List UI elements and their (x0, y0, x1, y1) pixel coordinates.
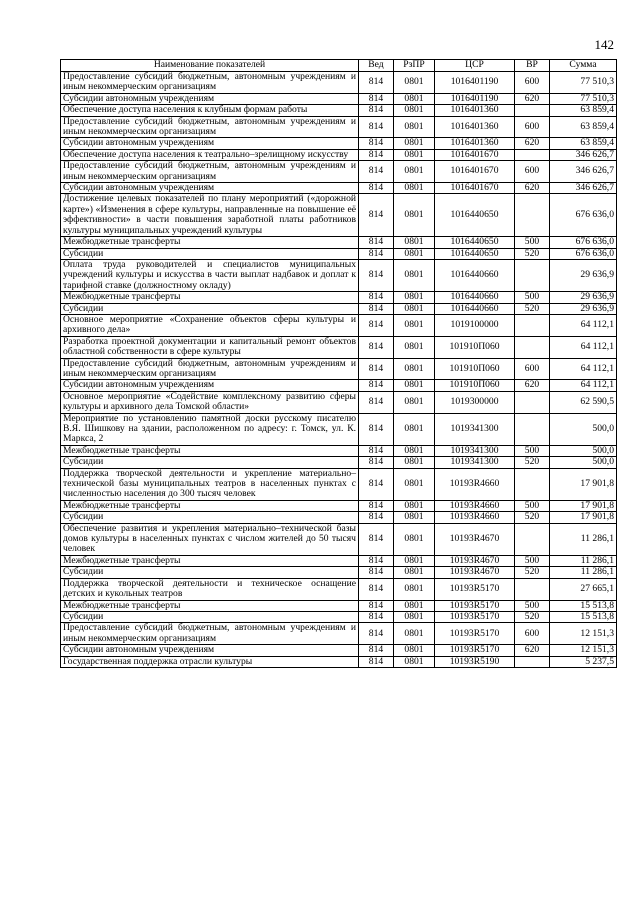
row-rzpr: 0801 (394, 259, 435, 291)
row-vr: 600 (515, 358, 550, 380)
row-sum: 346 626,7 (550, 149, 617, 160)
row-name: Субсидии (61, 248, 359, 259)
row-vr: 600 (515, 72, 550, 94)
table-row (61, 105, 617, 116)
row-rzpr: 0801 (394, 72, 435, 94)
row-vr (515, 105, 550, 116)
row-csr: 1019341300 (435, 445, 515, 456)
row-ved: 814 (359, 303, 394, 314)
row-rzpr: 0801 (394, 194, 435, 237)
row-vr (515, 314, 550, 336)
row-name: Субсидии (61, 457, 359, 468)
row-rzpr: 0801 (394, 567, 435, 578)
row-csr: 10193R5170 (435, 611, 515, 622)
row-vr: 520 (515, 512, 550, 523)
row-sum: 17 901,8 (550, 512, 617, 523)
table-header (61, 60, 617, 72)
row-rzpr: 0801 (394, 512, 435, 523)
row-vr: 620 (515, 645, 550, 656)
row-name: Межбюджетные трансферты (61, 500, 359, 511)
table-row (61, 623, 617, 645)
table-row (61, 149, 617, 160)
row-vr: 620 (515, 93, 550, 104)
header-row (61, 60, 617, 72)
row-vr: 500 (515, 237, 550, 248)
row-sum: 12 151,3 (550, 645, 617, 656)
row-sum: 17 901,8 (550, 500, 617, 511)
row-sum: 27 665,1 (550, 578, 617, 600)
row-rzpr: 0801 (394, 292, 435, 303)
row-vr: 500 (515, 292, 550, 303)
row-csr: 10193R5190 (435, 656, 515, 667)
table-row (61, 314, 617, 336)
row-sum: 500,0 (550, 457, 617, 468)
table-row (61, 555, 617, 566)
row-ved: 814 (359, 600, 394, 611)
row-ved: 814 (359, 248, 394, 259)
row-ved: 814 (359, 138, 394, 149)
row-rzpr: 0801 (394, 237, 435, 248)
row-ved: 814 (359, 358, 394, 380)
row-vr: 520 (515, 567, 550, 578)
row-sum: 676 636,0 (550, 237, 617, 248)
row-csr: 10193R5170 (435, 600, 515, 611)
row-csr: 10193R4660 (435, 500, 515, 511)
row-vr (515, 523, 550, 555)
row-name: Субсидии (61, 512, 359, 523)
header-name: Наименование показателей (61, 60, 359, 72)
row-rzpr: 0801 (394, 183, 435, 194)
page-number: 142 (594, 37, 614, 52)
row-ved: 814 (359, 656, 394, 667)
table-body (61, 72, 617, 668)
row-csr: 10193R4670 (435, 523, 515, 555)
table-row (61, 611, 617, 622)
row-sum: 500,0 (550, 413, 617, 445)
row-rzpr: 0801 (394, 656, 435, 667)
row-rzpr: 0801 (394, 314, 435, 336)
row-name: Межбюджетные трансферты (61, 445, 359, 456)
row-name: Субсидии (61, 611, 359, 622)
table-row (61, 656, 617, 667)
table-row (61, 183, 617, 194)
row-rzpr: 0801 (394, 578, 435, 600)
row-ved: 814 (359, 468, 394, 500)
row-vr: 620 (515, 380, 550, 391)
row-csr: 101910П060 (435, 336, 515, 358)
row-csr: 101910П060 (435, 380, 515, 391)
row-csr: 1016401360 (435, 105, 515, 116)
row-csr: 10193R5170 (435, 578, 515, 600)
row-csr: 1016440650 (435, 237, 515, 248)
row-name: Обеспечение развития и укрепления материально–технической базы домов культуры в населенных пунктах с числом жителей до 50 тысяч человек (61, 523, 359, 555)
row-ved: 814 (359, 161, 394, 183)
row-csr: 1016440660 (435, 303, 515, 314)
row-rzpr: 0801 (394, 391, 435, 413)
row-name: Межбюджетные трансферты (61, 292, 359, 303)
row-sum: 77 510,3 (550, 93, 617, 104)
table-row (61, 358, 617, 380)
row-vr (515, 578, 550, 600)
row-name: Субсидии автономным учреждениям (61, 183, 359, 194)
table-row (61, 303, 617, 314)
row-sum: 17 901,8 (550, 468, 617, 500)
row-sum: 77 510,3 (550, 72, 617, 94)
row-name: Предоставление субсидий бюджетным, автономным учреждениям и иным некоммерческим организациям (61, 358, 359, 380)
row-rzpr: 0801 (394, 645, 435, 656)
header-sum: Сумма (550, 60, 617, 72)
row-vr (515, 413, 550, 445)
row-sum: 29 636,9 (550, 259, 617, 291)
row-vr: 520 (515, 457, 550, 468)
row-vr: 520 (515, 303, 550, 314)
row-vr (515, 149, 550, 160)
row-vr: 500 (515, 445, 550, 456)
row-ved: 814 (359, 336, 394, 358)
row-name: Мероприятие по установлению памятной доски русскому писателю В.Я. Шишкову на здании, расположенном по адресу: г. Томск, ул. К. Маркса, 2 (61, 413, 359, 445)
row-sum: 63 859,4 (550, 105, 617, 116)
table-row (61, 116, 617, 138)
row-sum: 62 590,5 (550, 391, 617, 413)
row-vr: 600 (515, 623, 550, 645)
row-rzpr: 0801 (394, 600, 435, 611)
row-sum: 64 112,1 (550, 336, 617, 358)
header-csr: ЦСР (435, 60, 515, 72)
row-csr: 10193R4660 (435, 468, 515, 500)
row-vr: 600 (515, 116, 550, 138)
table-row (61, 248, 617, 259)
table-row (61, 237, 617, 248)
row-sum: 15 513,8 (550, 611, 617, 622)
row-name: Предоставление субсидий бюджетным, автономным учреждениям и иным некоммерческим организациям (61, 161, 359, 183)
row-ved: 814 (359, 116, 394, 138)
row-vr: 500 (515, 600, 550, 611)
row-rzpr: 0801 (394, 468, 435, 500)
budget-table (60, 59, 617, 668)
row-csr: 1019300000 (435, 391, 515, 413)
row-csr: 1016401670 (435, 183, 515, 194)
row-sum: 15 513,8 (550, 600, 617, 611)
row-name: Субсидии (61, 303, 359, 314)
row-ved: 814 (359, 72, 394, 94)
table-row (61, 567, 617, 578)
row-sum: 676 636,0 (550, 248, 617, 259)
table-row (61, 523, 617, 555)
row-ved: 814 (359, 512, 394, 523)
row-csr: 1016401360 (435, 138, 515, 149)
row-vr: 500 (515, 500, 550, 511)
row-name: Предоставление субсидий бюджетным, автономным учреждениям и иным некоммерческим организациям (61, 623, 359, 645)
row-csr: 1016401190 (435, 72, 515, 94)
row-name: Межбюджетные трансферты (61, 555, 359, 566)
row-rzpr: 0801 (394, 138, 435, 149)
row-vr (515, 468, 550, 500)
table-row (61, 380, 617, 391)
row-csr: 1016440650 (435, 248, 515, 259)
row-vr (515, 391, 550, 413)
row-name: Поддержка творческой деятельности и укрепление материально–технической базы муниципальных театров в населенных пунктах с численностью населения до 300 тысяч человек (61, 468, 359, 500)
table-row (61, 468, 617, 500)
row-csr: 1019100000 (435, 314, 515, 336)
row-ved: 814 (359, 555, 394, 566)
table-row (61, 391, 617, 413)
table-row (61, 512, 617, 523)
row-vr (515, 194, 550, 237)
table-row (61, 194, 617, 237)
table-row (61, 93, 617, 104)
row-rzpr: 0801 (394, 105, 435, 116)
row-name: Достижение целевых показателей по плану мероприятий («дорожной карте») «Изменения в сфере культуры, направленные на повышение её эффективности» в части повышения заработной платы работников культуры муниципальных учреждений культуры (61, 194, 359, 237)
row-rzpr: 0801 (394, 303, 435, 314)
row-ved: 814 (359, 237, 394, 248)
table-row (61, 578, 617, 600)
row-ved: 814 (359, 413, 394, 445)
row-rzpr: 0801 (394, 611, 435, 622)
row-ved: 814 (359, 523, 394, 555)
table-row (61, 161, 617, 183)
row-name: Обеспечение доступа населения к клубным формам работы (61, 105, 359, 116)
row-ved: 814 (359, 105, 394, 116)
row-sum: 11 286,1 (550, 567, 617, 578)
row-name: Субсидии (61, 567, 359, 578)
row-csr: 1016401670 (435, 161, 515, 183)
row-sum: 12 151,3 (550, 623, 617, 645)
row-name: Разработка проектной документации и капитальный ремонт объектов областной собственности в сфере культуры (61, 336, 359, 358)
row-rzpr: 0801 (394, 93, 435, 104)
row-name: Поддержка творческой деятельности и техническое оснащение детских и кукольных театров (61, 578, 359, 600)
row-csr: 1016401360 (435, 116, 515, 138)
table-row (61, 336, 617, 358)
row-name: Субсидии автономным учреждениям (61, 138, 359, 149)
row-vr: 620 (515, 138, 550, 149)
row-ved: 814 (359, 500, 394, 511)
row-vr: 600 (515, 161, 550, 183)
row-ved: 814 (359, 194, 394, 237)
row-csr: 10193R4670 (435, 555, 515, 566)
row-sum: 11 286,1 (550, 523, 617, 555)
table-row (61, 72, 617, 94)
row-ved: 814 (359, 292, 394, 303)
row-sum: 11 286,1 (550, 555, 617, 566)
row-sum: 346 626,7 (550, 183, 617, 194)
row-name: Основное мероприятие «Сохранение объектов сферы культуры и архивного дела» (61, 314, 359, 336)
row-name: Обеспечение доступа населения к театрально–зрелищному искусству (61, 149, 359, 160)
row-name: Межбюджетные трансферты (61, 237, 359, 248)
row-csr: 10193R4670 (435, 567, 515, 578)
row-csr: 1016401670 (435, 149, 515, 160)
row-sum: 500,0 (550, 445, 617, 456)
row-csr: 1019341300 (435, 413, 515, 445)
row-sum: 29 636,9 (550, 303, 617, 314)
row-vr (515, 336, 550, 358)
table-row (61, 138, 617, 149)
row-rzpr: 0801 (394, 336, 435, 358)
row-name: Межбюджетные трансферты (61, 600, 359, 611)
row-rzpr: 0801 (394, 500, 435, 511)
row-ved: 814 (359, 183, 394, 194)
row-csr: 10193R4660 (435, 512, 515, 523)
row-rzpr: 0801 (394, 445, 435, 456)
row-rzpr: 0801 (394, 523, 435, 555)
row-rzpr: 0801 (394, 623, 435, 645)
row-sum: 63 859,4 (550, 116, 617, 138)
table-row (61, 457, 617, 468)
row-name: Оплата труда руководителей и специалистов муниципальных учреждений культуры и искусства в части выплат надбавок и доплат к тарифной ставке (должностному окладу) (61, 259, 359, 291)
row-ved: 814 (359, 445, 394, 456)
row-rzpr: 0801 (394, 413, 435, 445)
row-name: Субсидии автономным учреждениям (61, 380, 359, 391)
row-sum: 64 112,1 (550, 314, 617, 336)
row-rzpr: 0801 (394, 248, 435, 259)
row-sum: 5 237,5 (550, 656, 617, 667)
row-rzpr: 0801 (394, 380, 435, 391)
row-vr (515, 656, 550, 667)
row-ved: 814 (359, 611, 394, 622)
row-ved: 814 (359, 391, 394, 413)
row-ved: 814 (359, 578, 394, 600)
table-row (61, 500, 617, 511)
row-rzpr: 0801 (394, 161, 435, 183)
table-row (61, 413, 617, 445)
row-ved: 814 (359, 567, 394, 578)
row-csr: 101910П060 (435, 358, 515, 380)
table-row (61, 645, 617, 656)
row-ved: 814 (359, 623, 394, 645)
row-sum: 64 112,1 (550, 380, 617, 391)
row-ved: 814 (359, 314, 394, 336)
row-name: Субсидии автономным учреждениям (61, 93, 359, 104)
row-rzpr: 0801 (394, 358, 435, 380)
row-csr: 10193R5170 (435, 645, 515, 656)
row-sum: 676 636,0 (550, 194, 617, 237)
row-csr: 10193R5170 (435, 623, 515, 645)
row-ved: 814 (359, 149, 394, 160)
row-vr: 520 (515, 248, 550, 259)
row-vr (515, 259, 550, 291)
row-ved: 814 (359, 93, 394, 104)
header-rzpr: РзПР (394, 60, 435, 72)
row-name: Предоставление субсидий бюджетным, автономным учреждениям и иным некоммерческим организациям (61, 116, 359, 138)
row-rzpr: 0801 (394, 457, 435, 468)
row-name: Предоставление субсидий бюджетным, автономным учреждениям и иным некоммерческим организациям (61, 72, 359, 94)
row-csr: 1016440660 (435, 292, 515, 303)
row-rzpr: 0801 (394, 555, 435, 566)
row-csr: 1016440650 (435, 194, 515, 237)
row-vr: 620 (515, 183, 550, 194)
row-csr: 1019341300 (435, 457, 515, 468)
row-name: Субсидии автономным учреждениям (61, 645, 359, 656)
row-csr: 1016440660 (435, 259, 515, 291)
row-sum: 29 636,9 (550, 292, 617, 303)
row-name: Основное мероприятие «Содействие комплексному развитию сферы культуры и архивного дела Томской области» (61, 391, 359, 413)
row-vr: 500 (515, 555, 550, 566)
header-ved: Вед (359, 60, 394, 72)
row-rzpr: 0801 (394, 116, 435, 138)
table-row (61, 292, 617, 303)
row-sum: 64 112,1 (550, 358, 617, 380)
row-sum: 346 626,7 (550, 161, 617, 183)
row-ved: 814 (359, 259, 394, 291)
row-csr: 1016401190 (435, 93, 515, 104)
header-vr: ВР (515, 60, 550, 72)
row-sum: 63 859,4 (550, 138, 617, 149)
table-row (61, 259, 617, 291)
row-vr: 520 (515, 611, 550, 622)
row-ved: 814 (359, 457, 394, 468)
table-row (61, 600, 617, 611)
row-ved: 814 (359, 645, 394, 656)
table-row (61, 445, 617, 456)
row-ved: 814 (359, 380, 394, 391)
row-name: Государственная поддержка отрасли культуры (61, 656, 359, 667)
row-rzpr: 0801 (394, 149, 435, 160)
